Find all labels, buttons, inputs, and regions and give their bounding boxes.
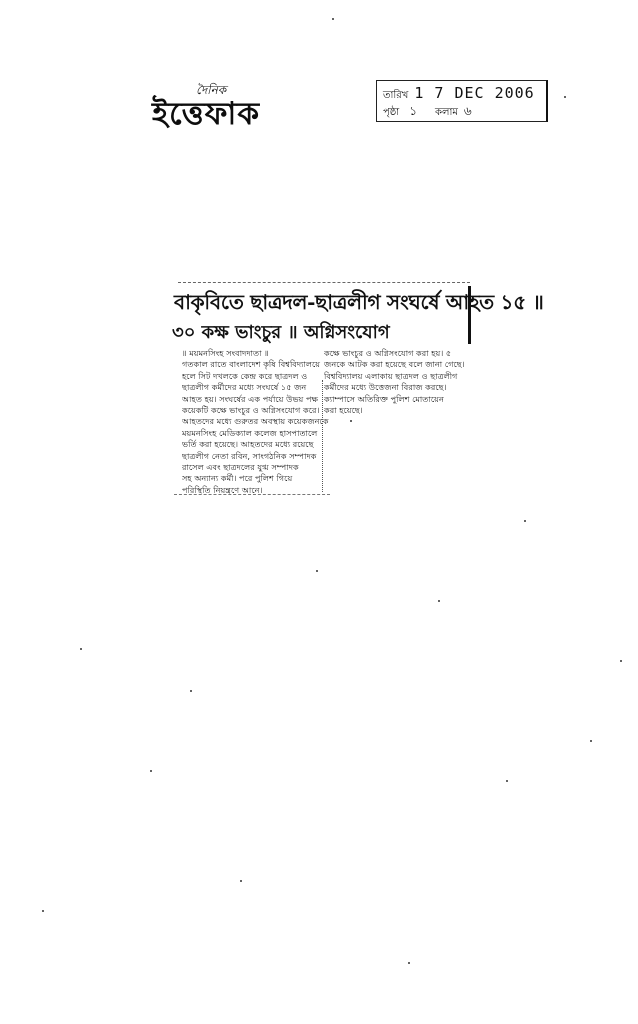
scan-speck (506, 780, 508, 782)
clipping-bottom-edge (174, 494, 330, 495)
stamp-column-label: কলাম (435, 107, 458, 118)
article-subheadline: ৩০ কক্ষ ভাংচুর ॥ অগ্নিসংযোগ (172, 322, 390, 343)
article-line: কর্মীদের মধ্যে উত্তেজনা বিরাজ করছে। (324, 382, 447, 393)
article-line: পরিস্থিতি নিয়ন্ত্রণে আনে। (182, 484, 263, 494)
article-right-column (324, 348, 470, 424)
article-line: ভর্তি করা হয়েছে। আহতদের মধ্যে রয়েছে (182, 439, 314, 450)
clipping-top-edge (178, 282, 470, 283)
article-line: ময়মনসিংহ মেডিক্যাল কলেজ হাসপাতালে (182, 427, 318, 438)
article-line: সহ অন্যান্য কর্মী। পরে পুলিশ গিয়ে (182, 473, 293, 484)
scan-speck (524, 520, 526, 522)
article-left-column (182, 348, 342, 494)
article-line: ক্যাম্পাসে অতিরিক্ত পুলিশ মোতায়েন (324, 393, 444, 404)
news-clipping (168, 280, 544, 500)
scan-speck (190, 690, 192, 692)
newspaper-logo: ইত্তেফাক (152, 96, 261, 132)
masthead-subtitle: দৈনিক (196, 83, 227, 97)
article-line: আহত হয়। সংঘর্ষের এক পর্যায়ে উভয় পক্ষ (182, 393, 319, 404)
article-line: হলে সিট দখলকে কেন্দ্র করে ছাত্রদল ও (182, 370, 308, 381)
archive-stamp (376, 80, 548, 122)
article-line: আহতদের মধ্যে গুরুতর অবস্থায় কয়েকজনকে (182, 416, 329, 427)
article-line: কক্ষে ভাংচুর ও অগ্নিসংযোগ করা হয়। ৫ (324, 348, 452, 358)
stamp-page-label: পৃষ্ঠা (383, 107, 400, 118)
scan-speck (150, 770, 152, 772)
stamp-date: 1 7 DEC 2006 (414, 84, 535, 102)
scan-speck (590, 740, 592, 742)
scan-speck (332, 18, 334, 20)
scan-speck (316, 570, 318, 572)
stamp-page: ১ (409, 104, 417, 118)
scan-speck (42, 910, 44, 912)
article-line: জনকে আটক করা হয়েছে বলে জানা গেছে। (324, 359, 465, 370)
scan-speck (438, 600, 440, 602)
stamp-date-row (383, 84, 535, 105)
article-line: গতকাল রাতে বাংলাদেশ কৃষি বিশ্ববিদ্যালয়ে (182, 359, 321, 370)
article-line: বিশ্ববিদ্যালয় এলাকায় ছাত্রদল ও ছাত্রলীগ (324, 370, 458, 381)
article-line: কয়েকটি কক্ষে ভাংচুর ও অগ্নিসংযোগ করে। (182, 405, 320, 416)
scan-speck (408, 962, 410, 964)
article-headline: বাকৃবিতে ছাত্রদল-ছাত্রলীগ সংঘর্ষে আহত ১৫ ॥ (174, 290, 544, 314)
article-line: ॥ ময়মনসিংহ সংবাদদাতা ॥ (182, 348, 269, 358)
article-line: রাসেল এবং ছাত্রদলের যুগ্ম সম্পাদক (182, 462, 299, 473)
scan-speck (564, 96, 566, 98)
article-line: করা হয়েছে। (324, 405, 363, 416)
stamp-page-row (383, 103, 472, 123)
scan-speck (80, 648, 82, 650)
scan-speck (240, 880, 242, 882)
column-divider (322, 380, 323, 492)
article-line: ছাত্রলীগ নেতা রবিন, সাংগঠনিক সম্পাদক (182, 450, 317, 461)
article-line: ছাত্রলীগ কর্মীদের মধ্যে সংঘর্ষে ১৫ জন (182, 382, 307, 393)
scan-speck (620, 660, 622, 662)
stamp-column: ৬ (463, 104, 472, 118)
stamp-date-label: তারিখ (383, 90, 409, 101)
scan-speck (350, 420, 352, 422)
